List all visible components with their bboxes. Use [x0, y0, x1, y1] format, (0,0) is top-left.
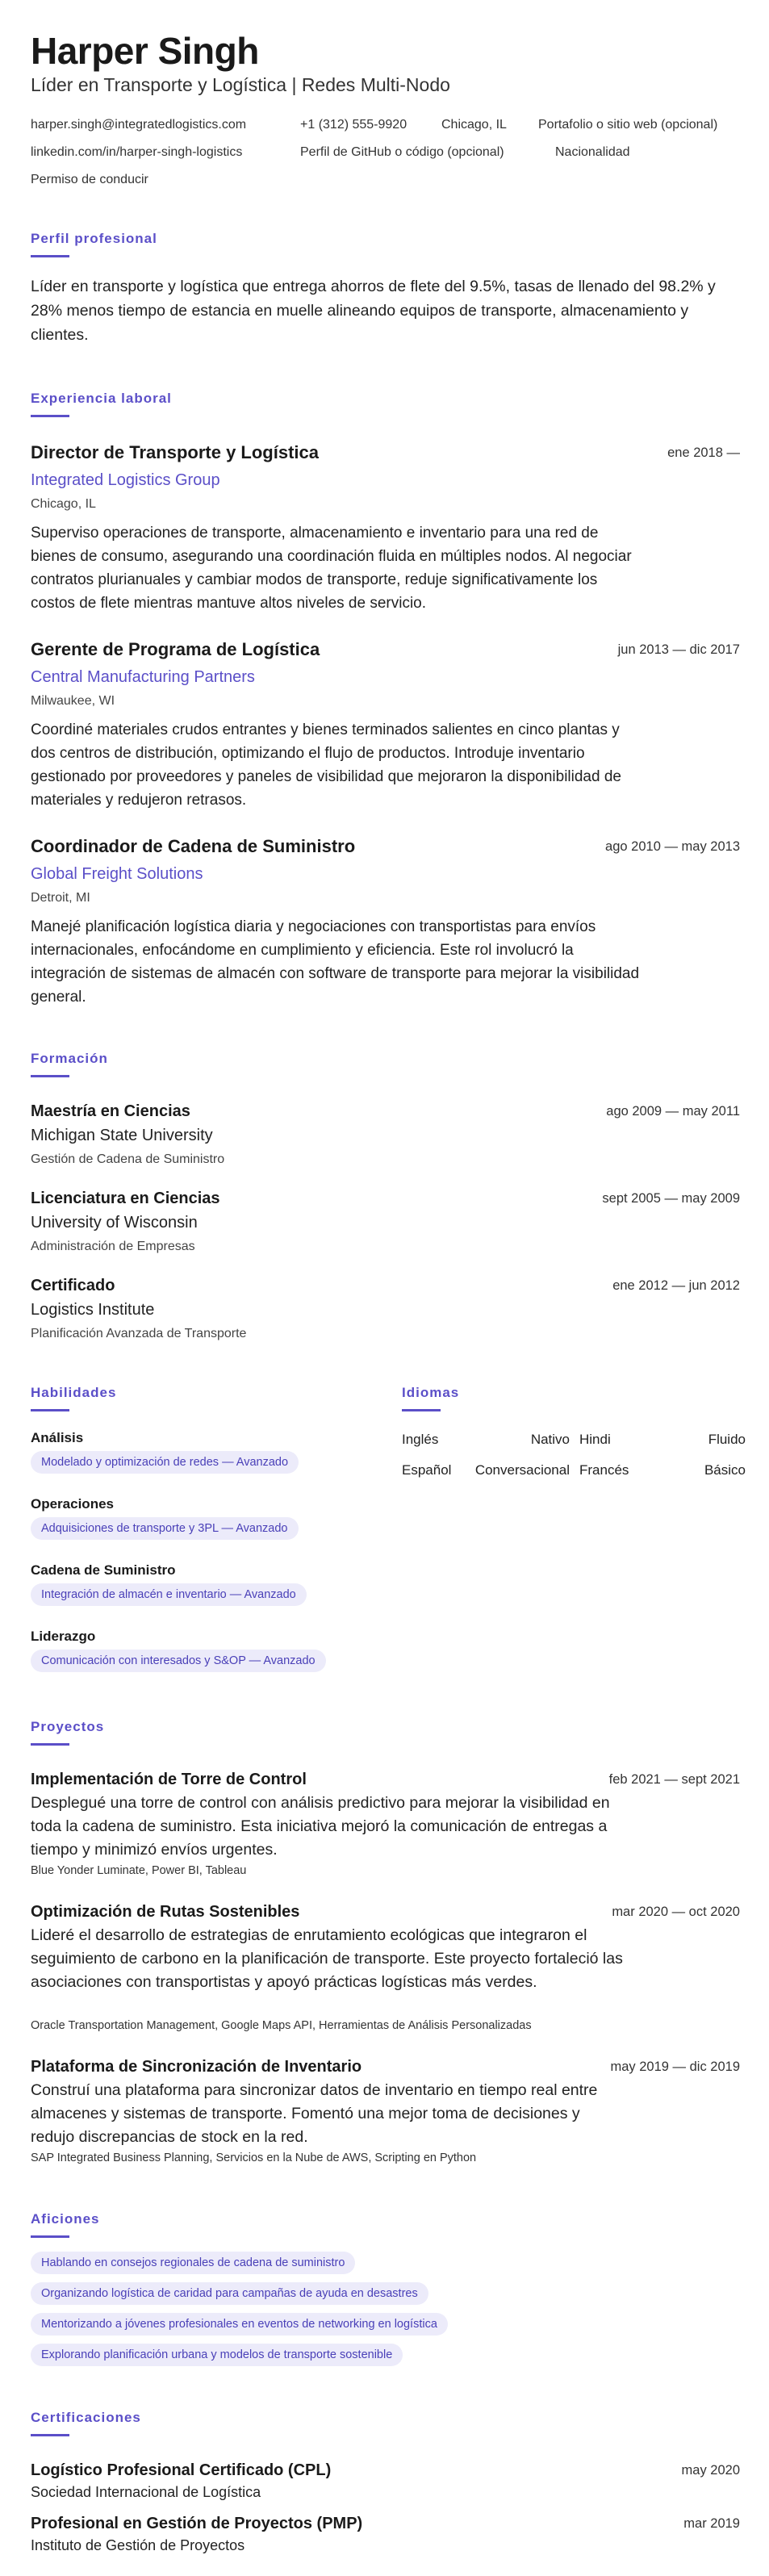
language-name: Inglés — [402, 1432, 439, 1447]
education-date: ago 2009 — may 2011 — [606, 1104, 740, 1119]
contact-nationality: Nacionalidad — [555, 145, 630, 159]
languages-section-rule — [402, 1409, 441, 1411]
summary-section-rule — [31, 255, 69, 257]
certification-name: Profesional en Gestión de Proyectos (PMP) — [31, 2515, 363, 2532]
project-description: Construí una plataforma para sincronizar datos de inventario en tiempo real entre almacenes y sistemas de transporte. Fomentó una mejor toma de decisiones y redujo discrepancias de stock en la red. — [31, 2081, 598, 2146]
job-description: Manejé planificación logística diaria y negociaciones con transportistas para envíos internacionales, enfocándome en cumplimiento y eficiencia. Este rol involucró la integración de sistemas de almacén con software de transporte para mejorar la visibilidad general. — [31, 918, 640, 1006]
certification-name: Logístico Profesional Certificado (CPL) — [31, 2461, 332, 2479]
summary-section-title: Perfil profesional — [31, 231, 157, 246]
project-date: mar 2020 — oct 2020 — [612, 1905, 740, 1919]
projects-section-title: Proyectos — [31, 1719, 105, 1734]
skill-category: Liderazgo — [31, 1629, 96, 1644]
language-level: Fluido — [708, 1432, 746, 1447]
project-description: Lideré el desarrollo de estrategias de enrutamiento ecológicas que integraron el seguimiento de carbono en la planificación de transporte. Este proyecto fortaleció las asociaciones con transportistas y apoyó prácticas logísticas más verdes. — [31, 1926, 623, 1991]
contact-email[interactable]: harper.singh@integratedlogistics.com — [31, 118, 247, 132]
project-tech: Oracle Transportation Management, Google Maps API, Herramientas de Análisis Personalizadas — [31, 2019, 532, 2032]
job-location: Chicago, IL — [31, 497, 96, 511]
project-tech: Blue Yonder Luminate, Power BI, Tableau — [31, 1864, 247, 1877]
contact-github[interactable]: Perfil de GitHub o código (opcional) — [300, 145, 504, 159]
job-title: Director de Transporte y Logística — [31, 442, 319, 462]
skill-category: Operaciones — [31, 1496, 114, 1512]
experience-section-rule — [31, 415, 69, 417]
certification-org: Sociedad Internacional de Logística — [31, 2484, 261, 2500]
hobbies-section-title: Aficiones — [31, 2211, 100, 2227]
project-title: Optimización de Rutas Sostenibles — [31, 1903, 300, 1921]
language-level: Básico — [704, 1462, 746, 1478]
education-field: Planificación Avanzada de Transporte — [31, 1327, 247, 1340]
education-section-rule — [31, 1075, 69, 1077]
summary-text: Líder en transporte y logística que entrega ahorros de flete del 9.5%, tasas de llenado del 98.2% y 28% menos tiempo de estancia en muelle alineando equipos de transporte, almacenamiento y clientes. — [31, 278, 716, 344]
contact-license: Permiso de conducir — [31, 173, 148, 186]
job-company: Integrated Logistics Group — [31, 471, 220, 489]
education-institution: Michigan State University — [31, 1127, 213, 1144]
skills-section-title: Habilidades — [31, 1385, 117, 1400]
skill-category: Cadena de Suministro — [31, 1562, 176, 1578]
job-date: ago 2010 — may 2013 — [605, 839, 740, 854]
project-title: Implementación de Torre de Control — [31, 1771, 307, 1788]
contact-location: Chicago, IL — [441, 118, 507, 132]
education-institution: Logistics Institute — [31, 1301, 155, 1319]
project-date: feb 2021 — sept 2021 — [608, 1772, 740, 1787]
job-location: Milwaukee, WI — [31, 694, 115, 708]
certification-date: mar 2019 — [683, 2516, 740, 2531]
job-date: jun 2013 — dic 2017 — [617, 642, 740, 657]
job-location: Detroit, MI — [31, 891, 90, 905]
skill-chip: Integración de almacén e inventario — Avanzado — [31, 1583, 307, 1606]
contact-phone[interactable]: +1 (312) 555-9920 — [300, 118, 407, 132]
projects-section-rule — [31, 1743, 69, 1746]
skill-chip: Adquisiciones de transporte y 3PL — Avanzado — [31, 1517, 299, 1540]
job-description: Coordiné materiales crudos entrantes y bienes terminados salientes en cinco plantas y dos centros de distribución, optimizando el flujo de productos. Introduje inventario gestionado por proveedores y paneles de visibilidad que mejoraron la disponibilidad de materiales y redujeron retrasos. — [31, 721, 621, 809]
education-institution: University of Wisconsin — [31, 1214, 198, 1232]
skills-section-rule — [31, 1409, 69, 1411]
job-description: Superviso operaciones de transporte, almacenamiento e inventario para una red de bienes de consumo, asegurando una coordinación fluida en múltiples nodos. Al negociar contratos plurianuales y cambiar modos de transporte, reduje significativamente los costos de flete mientras mantuve altos niveles de servicio. — [31, 525, 632, 612]
education-degree: Licenciatura en Ciencias — [31, 1190, 220, 1207]
candidate-name: Harper Singh — [31, 30, 259, 72]
hobbies-section-rule — [31, 2235, 69, 2238]
experience-section-title: Experiencia laboral — [31, 391, 172, 406]
language-name: Español — [402, 1462, 452, 1478]
job-title: Coordinador de Cadena de Suministro — [31, 836, 356, 856]
job-company: Global Freight Solutions — [31, 865, 203, 883]
skill-chip: Modelado y optimización de redes — Avanzado — [31, 1451, 299, 1474]
education-degree: Certificado — [31, 1277, 115, 1294]
language-level: Conversacional — [474, 1462, 570, 1478]
education-field: Administración de Empresas — [31, 1240, 195, 1253]
language-name: Hindi — [579, 1432, 611, 1447]
project-tech: SAP Integrated Business Planning, Servicios en la Nube de AWS, Scripting en Python — [31, 2152, 477, 2164]
education-section-title: Formación — [31, 1051, 108, 1066]
hobby-chip: Organizando logística de caridad para campañas de ayuda en desastres — [31, 2282, 428, 2305]
certifications-section-rule — [31, 2434, 69, 2436]
project-description: Desplegué una torre de control con análisis predictivo para mejorar la visibilidad en toda la cadena de suministro. Esta iniciativa mejoró la comunicación de entregas a tiempo y minimizó envíos urgentes. — [31, 1794, 610, 1859]
education-date: sept 2005 — may 2009 — [602, 1191, 740, 1206]
skill-chip: Comunicación con interesados y S&OP — Avanzado — [31, 1650, 326, 1672]
hobby-chip: Mentorizando a jóvenes profesionales en eventos de networking en logística — [31, 2313, 448, 2336]
language-level: Nativo — [530, 1432, 570, 1447]
contact-linkedin[interactable]: linkedin.com/in/harper-singh-logistics — [31, 145, 243, 159]
education-degree: Maestría en Ciencias — [31, 1102, 190, 1120]
candidate-headline: Líder en Transporte y Logística | Redes Multi-Nodo — [31, 74, 450, 95]
job-title: Gerente de Programa de Logística — [31, 639, 320, 659]
education-field: Gestión de Cadena de Suministro — [31, 1152, 225, 1166]
hobby-chip: Explorando planificación urbana y modelos de transporte sostenible — [31, 2344, 403, 2366]
job-date: ene 2018 — — [667, 445, 740, 460]
skill-category: Análisis — [31, 1430, 84, 1445]
certification-date: may 2020 — [681, 2463, 740, 2478]
languages-section-title: Idiomas — [402, 1385, 460, 1400]
certification-org: Instituto de Gestión de Proyectos — [31, 2537, 245, 2553]
project-date: may 2019 — dic 2019 — [610, 2060, 740, 2074]
job-company: Central Manufacturing Partners — [31, 668, 255, 686]
hobby-chip: Hablando en consejos regionales de cadena de suministro — [31, 2252, 355, 2274]
contact-website[interactable]: Portafolio o sitio web (opcional) — [538, 118, 718, 132]
education-date: ene 2012 — jun 2012 — [612, 1278, 740, 1293]
certifications-section-title: Certificaciones — [31, 2410, 141, 2425]
language-name: Francés — [579, 1462, 629, 1478]
project-title: Plataforma de Sincronización de Inventario — [31, 2058, 362, 2076]
